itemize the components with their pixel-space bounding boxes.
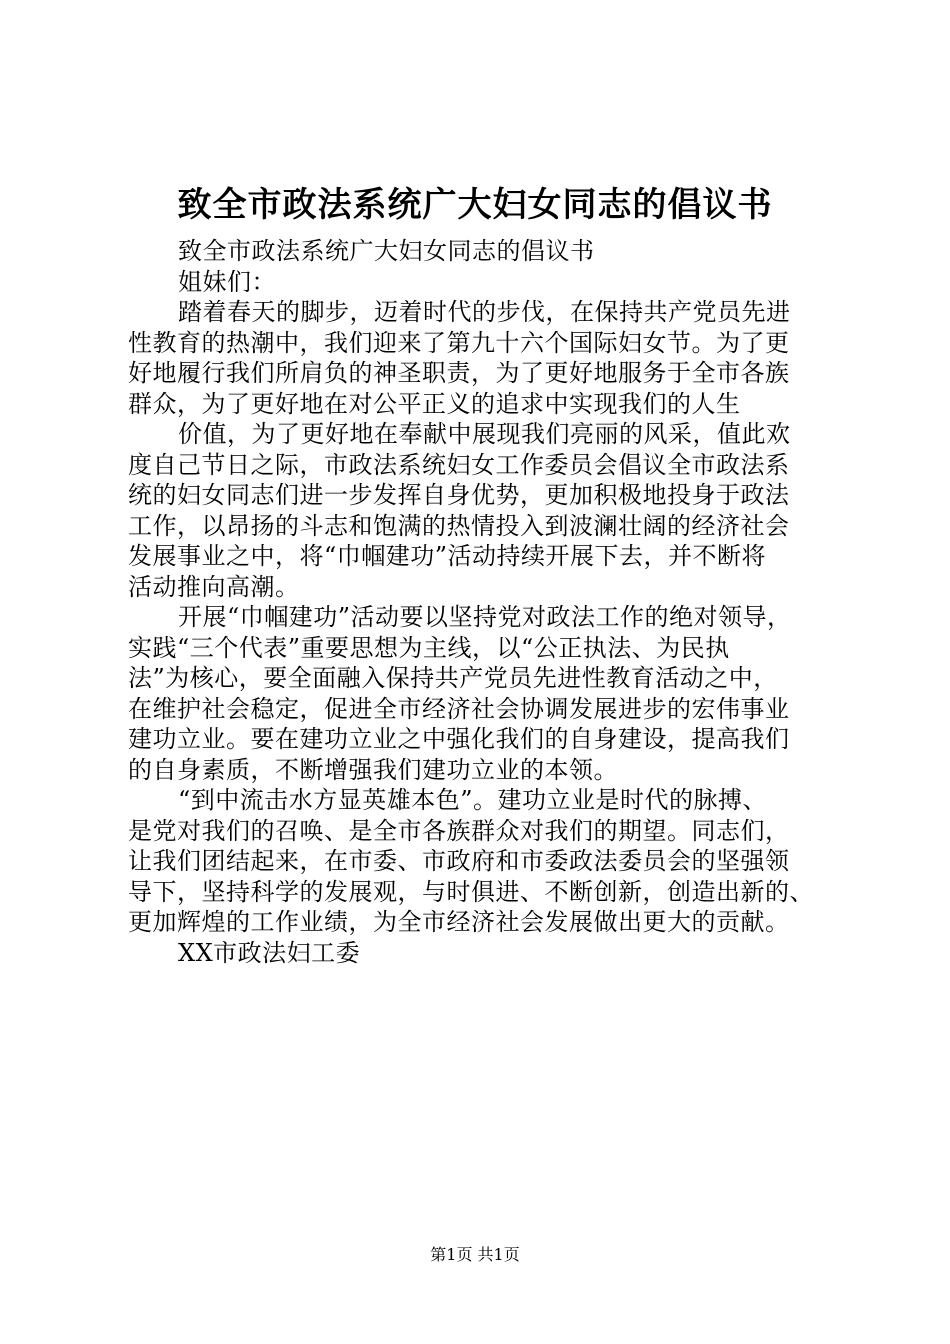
page-footer: 第1页 共1页 [430, 1245, 520, 1264]
body-line: “到中流击水方显英雄本色”。建功立业是时代的脉搏、 [178, 786, 768, 814]
body-line: 统的妇女同志们进一步发挥自身优势，更加积极地投身于政法 [128, 481, 790, 509]
body-line: XX市政法妇工委 [178, 938, 361, 967]
body-line: 性教育的热潮中，我们迎来了第九十六个国际妇女节。为了更 [128, 328, 790, 357]
body-line: 在维护社会稳定，促进全市经济社会协调发展进步的宏伟事业 [128, 694, 790, 723]
body-line: 的自身素质，不断增强我们建功立业的本领。 [128, 755, 618, 784]
body-line: 是党对我们的召唤、是全市各族群众对我们的期望。同志们， [128, 816, 790, 845]
body-line: 工作，以昂扬的斗志和饱满的热情投入到波澜壮阔的经济社会 [128, 511, 790, 540]
body-line: 活动推向高潮。 [128, 572, 300, 601]
body-line: 群众，为了更好地在对公平正义的追求中实现我们的人生 [128, 389, 741, 418]
document-body [128, 236, 828, 968]
body-line: 更加辉煌的工作业绩，为全市经济社会发展做出更大的贡献。 [128, 908, 790, 936]
body-line: 价值，为了更好地在奉献中展现我们亮丽的风采，值此欢 [178, 420, 791, 448]
document-title: 致全市政法系统广大妇女同志的倡议书 [177, 185, 773, 225]
body-line: 实践“三个代表”重要思想为主线，以“公正执法、为民执 [128, 633, 730, 662]
body-line: 度自己节日之际，市政法系统妇女工作委员会倡议全市政法系 [128, 450, 790, 479]
body-line: 好地履行我们所肩负的神圣职责，为了更好地服务于全市各族 [128, 359, 790, 387]
body-line: 法”为核心，要全面融入保持共产党员先进性教育活动之中， [128, 664, 778, 692]
body-line: 导下，坚持科学的发展观，与时俱进、不断创新，创造出新的、 [128, 877, 814, 906]
body-line: 发展事业之中，将“巾帼建功”活动持续开展下去，并不断将 [128, 542, 767, 570]
body-line: 姐妹们： [178, 267, 276, 296]
body-line: 开展“巾帼建功”活动要以坚持党对政法工作的绝对领导， [178, 603, 792, 631]
body-line: 建功立业。要在建功立业之中强化我们的自身建设，提高我们 [128, 725, 790, 753]
body-line: 让我们团结起来，在市委、市政府和市委政法委员会的坚强领 [128, 847, 790, 875]
body-line: 致全市政法系统广大妇女同志的倡议书 [178, 237, 595, 265]
body-line: 踏着春天的脚步，迈着时代的步伐，在保持共产党员先进 [178, 298, 791, 326]
